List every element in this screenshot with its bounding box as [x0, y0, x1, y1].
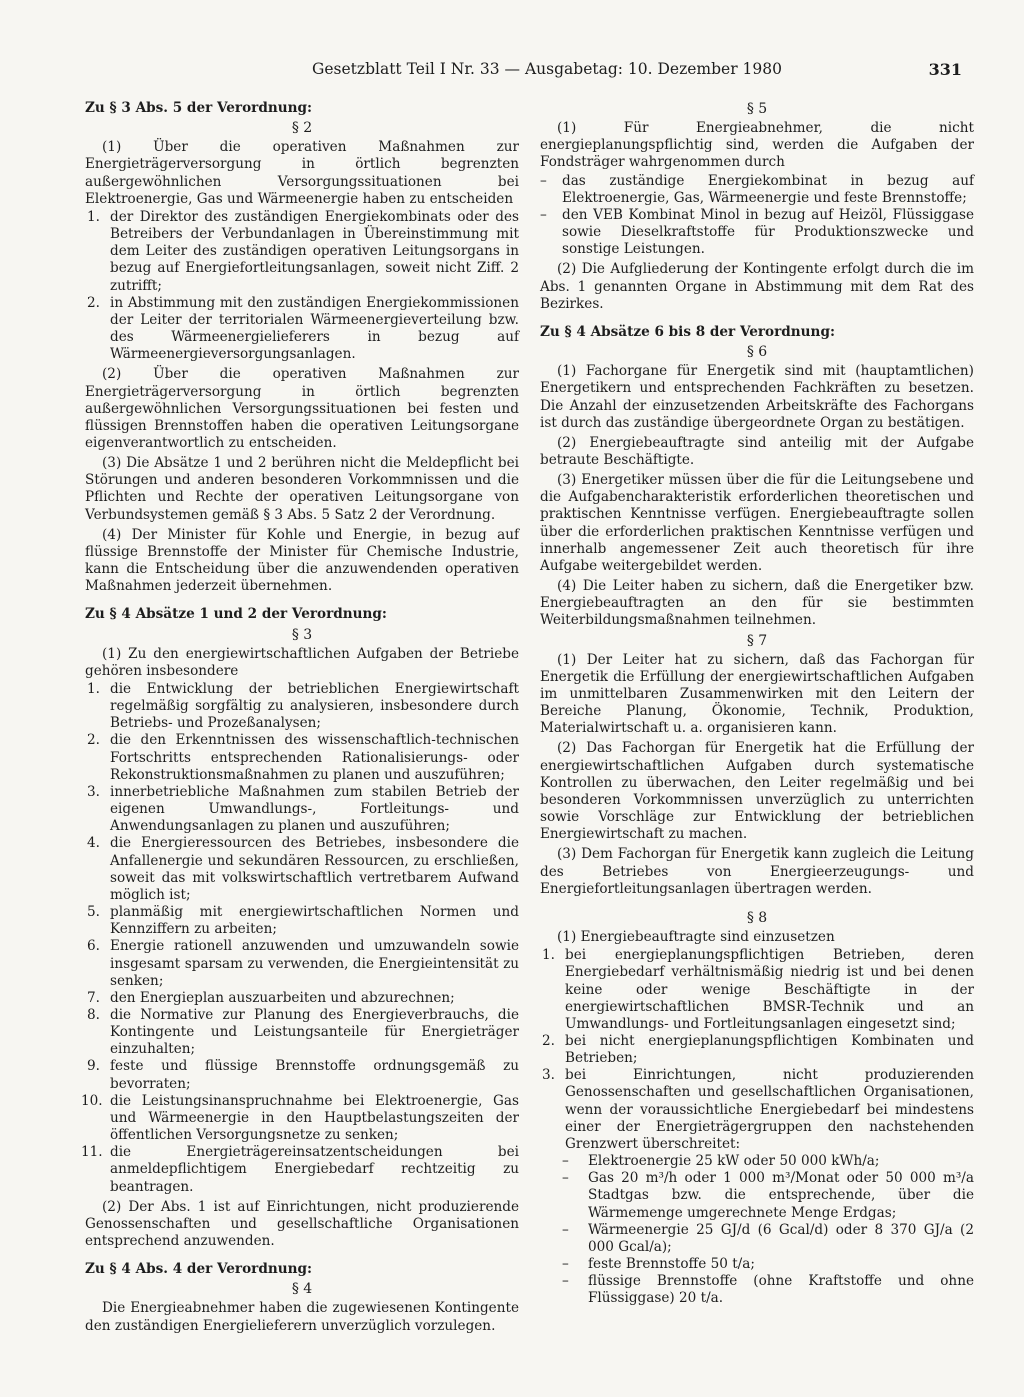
list-text: innerbetriebliche Maßnahmen zum stabilen Betrieb der eigenen Umwandlungs-, Fortleitungs- und Anwendungsanlagen zu planen und auszuführen; — [110, 783, 519, 835]
list-number: 6. — [87, 938, 100, 955]
list-number: 4. — [87, 835, 100, 852]
list-number: 11. — [81, 1144, 103, 1161]
paragraph: (2) Der Abs. 1 ist auf Einrichtungen, nicht produzierende Genossenschaften und gesellschaftliche Organisationen entsprechend anzuwenden. — [85, 1198, 519, 1249]
list-text: bei nicht energieplanungspflichtigen Kombinaten und Betrieben; — [565, 1032, 974, 1067]
list-item — [540, 1067, 974, 1153]
list-number: 7. — [87, 989, 100, 1006]
list-text: planmäßig mit energiewirtschaftlichen Normen und Kennziffern zu arbeiten; — [110, 904, 519, 938]
list-text: die Entwicklung der betrieblichen Energiewirtschaft regelmäßig sorgfältig zu analysieren, insbesondere durch Betriebs- und Prozeßanalysen; — [110, 681, 519, 732]
left-column — [81, 98, 519, 1338]
paragraph: (4) Der Minister für Kohle und Energie, in bezug auf flüssige Brennstoffe der Minister für Chemische Industrie, kann die Entscheidung über die anzuwendenden operativen Maßnahmen jederzeit übernehmen. — [85, 526, 519, 595]
list-text: die Normative zur Planung des Energieverbrauchs, die Kontingente und Leistungsanteile für Energieträger einzuhalten; — [110, 1006, 519, 1058]
list-text: die Energieträgereinsatzentscheidungen bei anmeldepflichtigem Energiebedarf rechtzeitig zu beantragen. — [110, 1144, 519, 1195]
paragraph: (2) Über die operativen Maßnahmen zur Energieträgerversorgung in örtlich begrenzten außergewöhnlichen Versorgungssituationen bei festen und flüssigen Brennstoffen haben die operativen Leitungsorgane eigenverantwortlich zu entscheiden. — [85, 366, 519, 451]
paragraph: (2) Das Fachorgan für Energetik hat die Erfüllung der energiewirtschaftlichen Aufgaben durch systematische Kontrollen zu überwachen, den Leiter regelmäßig und bei besonderen Vorkommnissen unverzüglich zu unterrichten sowie Vorschläge zur Entwicklung der betrieblichen Energiewirtschaft zu machen. — [540, 740, 974, 843]
list-item — [81, 1144, 519, 1195]
paragraph-number: § 6 — [746, 344, 768, 361]
paragraph-number: § 2 — [291, 120, 313, 137]
dash-text: den VEB Kombinat Minol in bezug auf Heizöl, Flüssiggase sowie Dieselkraftstoffe für Produktionszwecke und sonstige Leistungen. — [562, 206, 974, 258]
threshold-text: flüssige Brennstoffe (ohne Kraftstoffe und ohne Flüssiggase) 20 t/a. — [588, 1273, 974, 1307]
list-text: in Abstimmung mit den zuständigen Energiekommissionen der Leiter der territorialen Wärmeenergieverteilung bzw. des Wärmeenergielieferers in bezug auf Wärmeenergieversorgungsanlagen. — [110, 294, 519, 363]
threshold-item — [540, 1170, 974, 1221]
section-heading: Zu § 4 Absätze 1 und 2 der Verordnung: — [85, 606, 387, 623]
list-number: 1. — [87, 681, 100, 697]
dash-marker: – — [562, 1273, 569, 1290]
threshold-item — [540, 1273, 974, 1307]
threshold-item — [540, 1256, 974, 1273]
list-item — [81, 1092, 519, 1144]
list-number: 2. — [542, 1032, 555, 1049]
list-number: 8. — [87, 1006, 100, 1023]
dash-marker: – — [540, 206, 547, 223]
paragraph: (1) Energiebeauftragte sind einzusetzen — [557, 929, 835, 946]
paragraph: (4) Die Leiter haben zu sichern, daß die Energetiker bzw. Energiebeauftragten an den für sie bestimmten Weiterbildungsmaßnahmen teilnehmen. — [540, 578, 974, 629]
dash-item — [540, 207, 974, 258]
paragraph: (3) Die Absätze 1 und 2 berühren nicht die Meldepflicht bei Störungen und anderen besonderen Vorkommnissen und die Pflichten und Rechte der operativen Leitungsorgane von Verbundsystemen gemäß § 3 Abs. 5 Satz 2 der Verordnung. — [85, 455, 519, 523]
right-column — [540, 98, 974, 1307]
paragraph-number: § 3 — [291, 626, 313, 643]
threshold-text: Gas 20 m³/h oder 1 000 m³/Monat oder 50 000 m³/a Stadtgas bzw. die entsprechende, über die Wärmemenge umgerechnete Menge Erdgas; — [588, 1170, 974, 1221]
header-title: Gesetzblatt Teil I Nr. 33 — Ausgabetag: 10. Dezember 1980 — [312, 60, 783, 78]
list-number: 2. — [87, 732, 100, 749]
list-number: 2. — [87, 294, 100, 311]
list-number: 9. — [87, 1058, 100, 1075]
list-item — [85, 681, 519, 732]
list-item — [85, 1007, 519, 1058]
list-item — [85, 1058, 519, 1092]
paragraph-number: § 8 — [746, 909, 768, 926]
list-item — [540, 1033, 974, 1067]
paragraph: (1) Über die operativen Maßnahmen zur Energieträgerversorgung in örtlich begrenzten außergewöhnlichen Versorgungssituationen bei Elektroenergie, Gas und Wärmeenergie haben zu entscheiden — [85, 139, 519, 207]
list-number: 1. — [542, 947, 555, 964]
threshold-text: Wärmeenergie 25 GJ/d (6 Gcal/d) oder 8 370 GJ/a (2 000 Gcal/a); — [588, 1221, 974, 1255]
section-heading: Zu § 4 Absätze 6 bis 8 der Verordnung: — [540, 323, 835, 340]
list-item — [85, 295, 519, 364]
list-text: bei energieplanungspflichtigen Betrieben, deren Energiebedarf verhältnismäßig niedrig ist und bei denen keine oder wenige Beschäftigte in der energiewirtschaftlichen BMSR-Technik und an Umwandlungs- und Fortleitungsanlagen eingesetzt sind; — [565, 947, 974, 1032]
list-item — [85, 835, 519, 904]
paragraph: (1) Für Energieabnehmer, die nicht energieplanungspflichtig sind, werden die Aufgaben der Fondsträger wahrgenommen durch — [540, 120, 974, 171]
list-number: 1. — [87, 208, 100, 225]
paragraph: (1) Fachorgane für Energetik sind mit (hauptamtlichen) Energetikern und entsprechenden Fachkräften zu besetzen. Die Anzahl der einzusetzenden Arbeitskräfte des Fachorgans ist durch das zuständige übergeordnete Organ zu bestätigen. — [540, 363, 974, 431]
paragraph: (3) Energetiker müssen über die für die Leitungsebene und die Aufgabencharakteristik erforderlichen theoretischen und praktischen Kenntnisse verfügen. Energiebeauftragte sollen über die erforderlichen praktischen Kenntnisse verfügen und innerhalb angemessener Zeit auch theoretisch für ihre Aufgabe weitergebildet werden. — [540, 472, 974, 574]
paragraph-number: § 7 — [746, 632, 768, 649]
list-text: die Energieressourcen des Betriebes, insbesondere die Anfallenergie und sekundären Ressourcen, zu erschließen, soweit das mit volkswirtschaftlich vertretbarem Aufwand möglich ist; — [110, 835, 519, 903]
list-text: die Leistungsinanspruchnahme bei Elektroenergie, Gas und Wärmeenergie in den Hauptbelastungszeiten der öffentlichen Versorgungsnetze zu senken; — [110, 1092, 519, 1144]
dash-marker: – — [562, 1170, 569, 1187]
threshold-text: Elektroenergie 25 kW oder 50 000 kWh/a; — [588, 1153, 880, 1170]
list-item — [85, 209, 519, 295]
list-number: 3. — [542, 1067, 555, 1084]
dash-text: das zuständige Energiekombinat in bezug auf Elektroenergie, Gas, Wärmeenergie und feste Brennstoffe; — [562, 172, 974, 206]
paragraph: (2) Energiebeauftragte sind anteilig mit der Aufgabe betraute Beschäftigte. — [540, 434, 974, 468]
page-header — [82, 60, 962, 84]
list-text: bei Einrichtungen, nicht produzierenden Genossenschaften und gesellschaftlichen Organisationen, wenn der voraussichtliche Energiebedarf bei mindestens einer der Energieträgergruppen den nachstehenden Grenzwert überschreitet: — [565, 1067, 974, 1152]
threshold-text: feste Brennstoffe 50 t/a; — [588, 1256, 755, 1272]
list-text: den Energieplan auszuarbeiten und abzurechnen; — [110, 989, 455, 1006]
list-item — [85, 784, 519, 835]
threshold-item — [540, 1153, 974, 1170]
paragraph: (1) Der Leiter hat zu sichern, daß das Fachorgan für Energetik die Erfüllung der energiewirtschaftlichen Aufgaben im unmittelbaren Zusammenwirken mit den Leitern der Bereiche Planung, Ökonomie, Technik, Produktion, Materialwirtschaft u. a. organisieren kann. — [540, 651, 974, 737]
dash-marker: – — [562, 1153, 569, 1170]
list-text: feste und flüssige Brennstoffe ordnungsgemäß zu bevorraten; — [110, 1058, 519, 1092]
list-item — [85, 732, 519, 783]
dash-marker: – — [540, 172, 547, 189]
list-item — [85, 904, 519, 938]
dash-marker: – — [562, 1221, 569, 1238]
dash-marker: – — [562, 1256, 569, 1272]
threshold-item — [540, 1222, 974, 1256]
paragraph-number: § 5 — [746, 101, 768, 117]
list-item — [85, 938, 519, 989]
list-number: 10. — [81, 1092, 103, 1109]
dash-item — [540, 173, 974, 207]
list-text: die den Erkenntnissen des wissenschaftlich-technischen Fortschritts entsprechenden Rationalisierungs- oder Rekonstruktionsmaßnahmen zu planen und auszuführen; — [110, 732, 519, 783]
section-heading: Zu § 4 Abs. 4 der Verordnung: — [85, 1261, 312, 1278]
page-number: 331 — [928, 60, 962, 79]
paragraph: (3) Dem Fachorgan für Energetik kann zugleich die Leitung des Betriebes von Energieerzeugungs- und Energiefortleitungsanlagen übertragen werden. — [540, 846, 974, 897]
list-item — [85, 990, 519, 1007]
paragraph-number: § 4 — [291, 1281, 313, 1298]
list-number: 5. — [87, 904, 100, 921]
paragraph: (2) Die Aufgliederung der Kontingente erfolgt durch die im Abs. 1 genannten Organe in Abstimmung mit dem Rat des Bezirkes. — [540, 261, 974, 312]
section-heading: Zu § 3 Abs. 5 der Verordnung: — [85, 100, 312, 116]
list-text: Energie rationell anzuwenden und umzuwandeln sowie insgesamt sparsam zu verwenden, die Energieintensität zu senken; — [110, 938, 519, 989]
paragraph: Die Energieabnehmer haben die zugewiesenen Kontingente den zuständigen Energielieferern unverzüglich vorzulegen. — [85, 1300, 519, 1334]
list-text: der Direktor des zuständigen Energiekombinats oder des Betreibers der Verbundanlagen in Übereinstimmung mit dem Leiter des zuständigen operativen Leitungsorgans in bezug auf Energiefortleitungsanlagen, soweit nicht Ziff. 2 zutrifft; — [110, 208, 519, 294]
list-item — [540, 947, 974, 1033]
paragraph: (1) Zu den energiewirtschaftlichen Aufgaben der Betriebe gehören insbesondere — [85, 645, 519, 679]
list-number: 3. — [87, 783, 100, 800]
